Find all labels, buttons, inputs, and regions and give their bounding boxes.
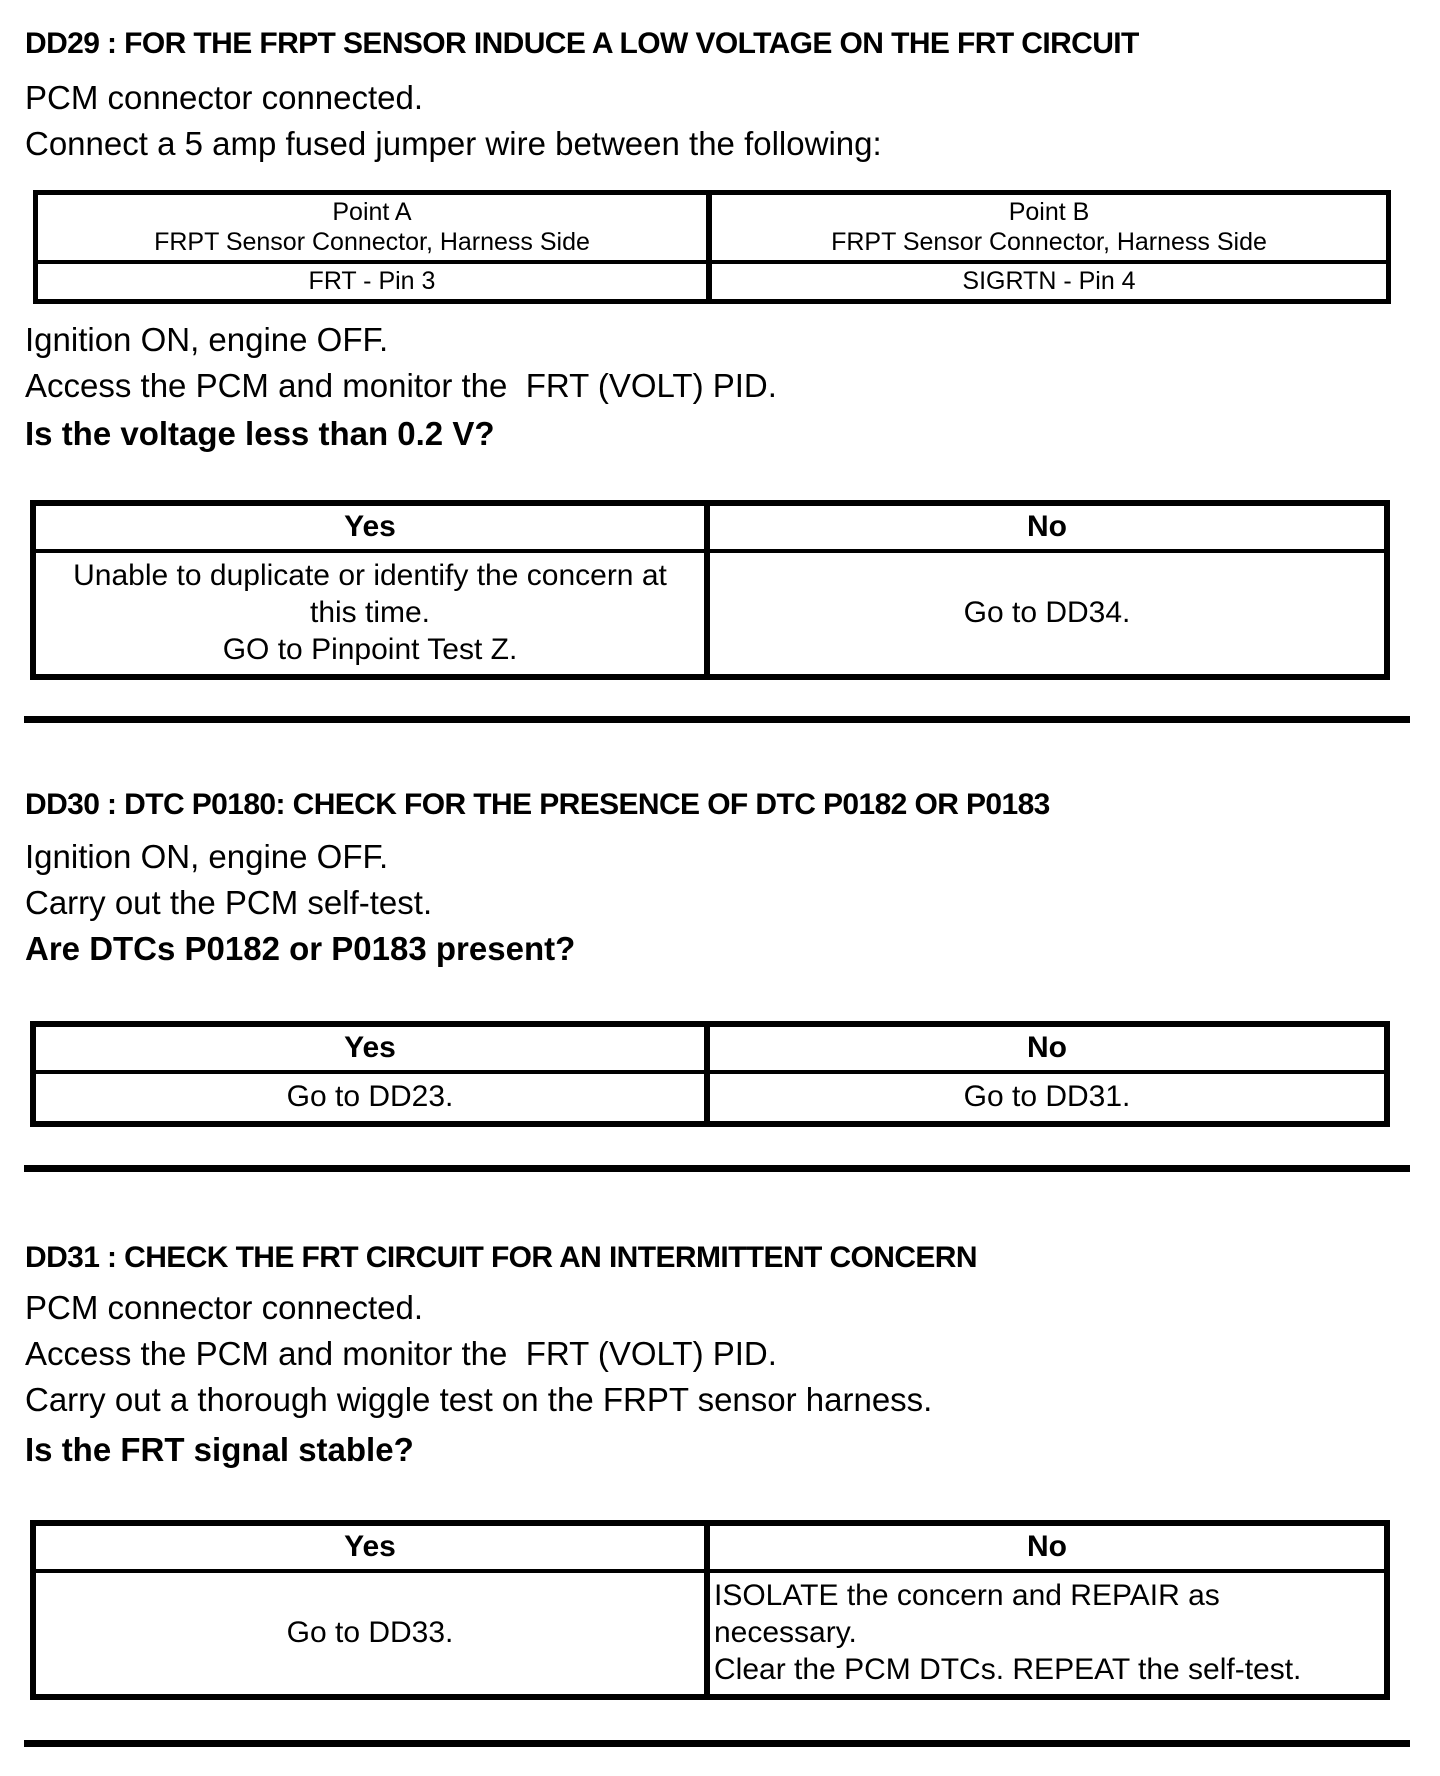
jumper-point-b-pin-cell: SIGRTN - Pin 4 <box>962 267 1136 295</box>
jumper-point-a-pin-cell: FRT - Pin 3 <box>38 264 712 299</box>
dd29-step-connect-jumper: Connect a 5 amp fused jumper wire between the following: <box>25 125 882 162</box>
section-dd30 <box>25 787 1430 1172</box>
section-divider <box>24 1740 1410 1747</box>
jumper-point-a-subtitle: FRPT Sensor Connector, Harness Side <box>154 228 590 256</box>
dd31-question: Is the FRT signal stable? <box>25 1431 414 1468</box>
dd30-decision-table <box>30 1021 1390 1127</box>
dd31-yes-header: Yes <box>36 1526 710 1573</box>
dd29-decision-table <box>30 500 1390 680</box>
jumper-point-b-subtitle: FRPT Sensor Connector, Harness Side <box>831 228 1267 256</box>
dd29-no-action-cell <box>710 553 1384 674</box>
dd31-yes-action-cell <box>36 1573 710 1694</box>
dd29-yes-action-cell <box>36 553 710 674</box>
dd29-step-monitor-pid: Access the PCM and monitor the FRT (VOLT) PID. <box>25 367 777 404</box>
dd29-question: Is the voltage less than 0.2 V? <box>25 415 495 452</box>
dd29-yes-action-line: Unable to duplicate or identify the concern at <box>73 559 667 592</box>
dd30-yes-header: Yes <box>36 1027 710 1074</box>
jumper-point-b-header-cell <box>712 195 1386 264</box>
section-dd31 <box>25 1240 1430 1747</box>
dd29-yes-action-line: GO to Pinpoint Test Z. <box>222 633 518 666</box>
dd30-yes-action-cell <box>36 1074 710 1121</box>
dd31-step-wiggle-test: Carry out a thorough wiggle test on the FRPT sensor harness. <box>25 1381 933 1418</box>
dd31-no-action-line: Clear the PCM DTCs. REPEAT the self-test. <box>714 1653 1302 1686</box>
document-page <box>0 26 1440 1747</box>
dd29-step-ignition-on: Ignition ON, engine OFF. <box>25 321 389 358</box>
dd29-jumper-points-table <box>33 190 1391 304</box>
section-divider <box>24 716 1410 723</box>
dd29-yes-action-line: this time. <box>309 596 431 629</box>
section-dd29-heading: DD29 : FOR THE FRPT SENSOR INDUCE A LOW VOLTAGE ON THE FRT CIRCUIT <box>25 27 1139 60</box>
dd30-step-self-test: Carry out the PCM self-test. <box>25 884 433 921</box>
jumper-point-b-title: Point B <box>1008 198 1090 226</box>
dd31-no-action-line: ISOLATE the concern and REPAIR as <box>714 1579 1220 1612</box>
dd30-no-action-cell <box>710 1074 1384 1121</box>
dd29-step-pcm-connected: PCM connector connected. <box>25 79 424 116</box>
dd29-no-header: No <box>710 506 1384 553</box>
dd30-step-ignition-on: Ignition ON, engine OFF. <box>25 838 389 875</box>
dd31-no-action-line: necessary. <box>714 1616 857 1649</box>
dd29-yes-header: Yes <box>36 506 710 553</box>
section-dd31-heading: DD31 : CHECK THE FRT CIRCUIT FOR AN INTERMITTENT CONCERN <box>25 1241 977 1274</box>
dd30-question: Are DTCs P0182 or P0183 present? <box>25 930 576 967</box>
dd30-no-action-line: Go to DD31. <box>963 1080 1131 1113</box>
dd30-no-header: No <box>710 1027 1384 1074</box>
dd31-step-monitor-pid: Access the PCM and monitor the FRT (VOLT) PID. <box>25 1335 777 1372</box>
section-divider <box>24 1165 1410 1172</box>
dd30-yes-action-line: Go to DD23. <box>286 1080 454 1113</box>
dd31-step-pcm-connected: PCM connector connected. <box>25 1289 424 1326</box>
jumper-point-a-title: Point A <box>332 198 412 226</box>
dd31-no-action-cell <box>710 1573 1384 1694</box>
dd31-no-header: No <box>710 1526 1384 1573</box>
section-dd29 <box>25 26 1430 723</box>
jumper-point-a-header-cell <box>38 195 712 264</box>
dd31-decision-table <box>30 1520 1390 1700</box>
section-dd30-heading: DD30 : DTC P0180: CHECK FOR THE PRESENCE OF DTC P0182 OR P0183 <box>25 788 1050 821</box>
dd31-yes-action-line: Go to DD33. <box>286 1616 454 1649</box>
dd29-no-action-line: Go to DD34. <box>963 596 1131 629</box>
